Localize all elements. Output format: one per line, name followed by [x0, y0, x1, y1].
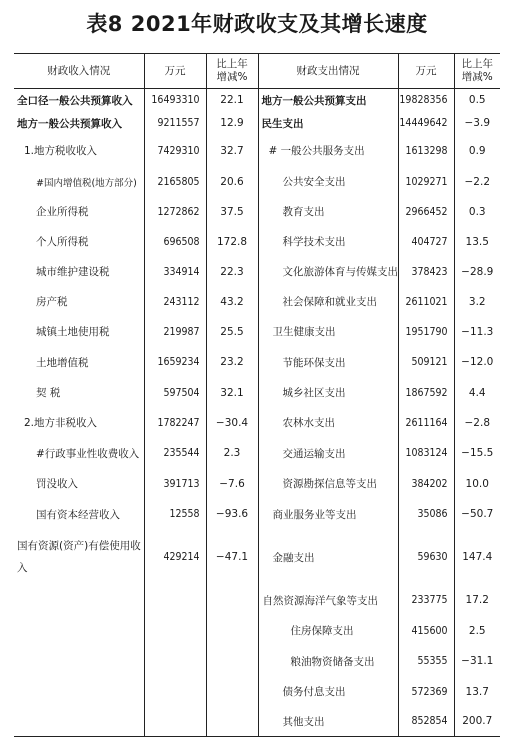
growth-header-text: 比上年 增减%	[461, 58, 493, 83]
revenue-item: 城镇土地使用税	[14, 317, 144, 347]
revenue-item: 个人所得税	[14, 227, 144, 257]
expenditure-amount: 2966452	[398, 197, 454, 227]
expenditure-item: 节能环保支出	[258, 347, 398, 378]
expenditure-amount: 14449642	[398, 112, 454, 135]
expenditure-item: 自然资源海洋气象等支出	[258, 585, 398, 616]
revenue-item: 罚没收入	[14, 469, 144, 499]
expenditure-growth: 17.2	[465, 594, 489, 606]
expenditure-amount: 2611164	[398, 408, 454, 438]
expenditure-amount: 1951790	[398, 317, 454, 347]
header-expenditure-growth	[454, 54, 500, 89]
expenditure-growth: 147.4	[462, 551, 493, 563]
fiscal-table	[14, 53, 500, 737]
expenditure-growth: 0.3	[468, 205, 486, 218]
revenue-amount: 334914	[144, 257, 206, 287]
revenue-item: 地方一般公共预算收入	[14, 112, 144, 135]
expenditure-amount: 1613298	[398, 135, 454, 167]
revenue-amount	[144, 585, 206, 616]
expenditure-growth: −12.0	[461, 356, 494, 368]
revenue-growth: 23.2	[206, 347, 258, 378]
revenue-item: 城市维护建设税	[14, 257, 144, 287]
revenue-amount	[144, 616, 206, 646]
expenditure-item: 卫生健康支出	[258, 317, 398, 347]
revenue-item: 房产税	[14, 287, 144, 317]
revenue-item: 全口径一般公共预算收入	[14, 89, 144, 112]
revenue-growth: 32.7	[206, 135, 258, 167]
revenue-amount: 1272862	[144, 197, 206, 227]
table-row	[14, 317, 500, 347]
expenditure-amount: 19828356	[398, 89, 454, 112]
expenditure-growth: −28.9	[461, 265, 494, 278]
growth-header-text: 比上年 增减%	[216, 58, 248, 83]
revenue-growth	[206, 677, 258, 707]
expenditure-item: 文化旅游体育与传媒支出	[258, 257, 398, 287]
revenue-growth: −93.6	[206, 499, 258, 530]
header-revenue-amount: 万元	[144, 54, 206, 89]
revenue-item	[14, 677, 144, 707]
revenue-growth: 2.3	[206, 438, 258, 469]
page-title: 表8 2021年财政收支及其增长速度	[86, 12, 428, 36]
table-row	[14, 378, 500, 408]
revenue-amount	[144, 677, 206, 707]
expenditure-item: 住房保障支出	[258, 616, 398, 646]
header-expenditure-amount: 万元	[398, 54, 454, 89]
expenditure-growth: −3.9	[464, 117, 490, 129]
expenditure-item: 金融支出	[258, 530, 398, 585]
revenue-amount: 7429310	[144, 135, 206, 167]
table-row	[14, 530, 500, 585]
expenditure-amount: 233775	[398, 585, 454, 616]
table-row	[14, 499, 500, 530]
table-row	[14, 287, 500, 317]
revenue-item: 土地增值税	[14, 347, 144, 378]
expenditure-growth: 0.5	[468, 94, 486, 107]
expenditure-amount: 509121	[398, 347, 454, 378]
revenue-item: #国内增值税(地方部分)	[14, 167, 144, 197]
revenue-amount: 2165805	[144, 167, 206, 197]
table-row	[14, 438, 500, 469]
revenue-growth: −30.4	[206, 408, 258, 438]
revenue-amount: 219987	[144, 317, 206, 347]
expenditure-growth: 3.2	[468, 295, 486, 308]
header-revenue-item: 财政收入情况	[14, 54, 144, 89]
expenditure-amount: 852854	[398, 707, 454, 737]
table-row	[14, 112, 500, 135]
table-row	[14, 197, 500, 227]
revenue-amount: 597504	[144, 378, 206, 408]
expenditure-amount: 1083124	[398, 438, 454, 469]
revenue-amount: 12558	[144, 499, 206, 530]
expenditure-amount: 55355	[398, 646, 454, 677]
expenditure-item: 农林水支出	[258, 408, 398, 438]
revenue-growth: 37.5	[206, 197, 258, 227]
table-row	[14, 257, 500, 287]
revenue-growth	[206, 646, 258, 677]
table-row	[14, 347, 500, 378]
revenue-item: 企业所得税	[14, 197, 144, 227]
expenditure-growth: −2.8	[464, 416, 490, 429]
table-row	[14, 89, 500, 112]
table-row	[14, 408, 500, 438]
revenue-amount: 391713	[144, 469, 206, 499]
table-row	[14, 677, 500, 707]
revenue-item: 2.地方非税收入	[14, 408, 144, 438]
revenue-item	[14, 646, 144, 677]
expenditure-growth: 200.7	[462, 715, 493, 728]
table-body	[14, 89, 500, 737]
revenue-growth	[206, 707, 258, 737]
table-row	[14, 469, 500, 499]
revenue-growth: 20.6	[206, 167, 258, 197]
expenditure-growth: −15.5	[461, 447, 494, 459]
revenue-amount: 16493310	[144, 89, 206, 112]
revenue-amount: 235544	[144, 438, 206, 469]
expenditure-growth: −2.2	[464, 175, 490, 188]
revenue-item	[14, 585, 144, 616]
table-row	[14, 616, 500, 646]
expenditure-amount: 572369	[398, 677, 454, 707]
revenue-item: 契 税	[14, 378, 144, 408]
revenue-amount	[144, 707, 206, 737]
revenue-item: #行政事业性收费收入	[14, 438, 144, 469]
expenditure-growth: −11.3	[461, 325, 494, 338]
revenue-item	[14, 616, 144, 646]
expenditure-amount: 415600	[398, 616, 454, 646]
revenue-amount: 696508	[144, 227, 206, 257]
revenue-item: 国有资本经营收入	[14, 499, 144, 530]
expenditure-amount: 35086	[398, 499, 454, 530]
expenditure-item: 城乡社区支出	[258, 378, 398, 408]
expenditure-growth: 2.5	[468, 624, 486, 637]
revenue-growth: 43.2	[206, 287, 258, 317]
revenue-growth: 32.1	[206, 378, 258, 408]
table-row	[14, 227, 500, 257]
expenditure-growth: 13.5	[465, 235, 489, 248]
expenditure-item: 资源勘探信息等支出	[258, 469, 398, 499]
revenue-growth: 12.9	[206, 112, 258, 135]
expenditure-item: 商业服务业等支出	[258, 499, 398, 530]
expenditure-amount: 384202	[398, 469, 454, 499]
revenue-growth: −7.6	[206, 469, 258, 499]
revenue-growth: 25.5	[206, 317, 258, 347]
revenue-amount: 1659234	[144, 347, 206, 378]
expenditure-item: 公共安全支出	[258, 167, 398, 197]
expenditure-amount: 1867592	[398, 378, 454, 408]
table-row	[14, 585, 500, 616]
expenditure-growth: −50.7	[461, 508, 494, 520]
expenditure-item: 民生支出	[258, 112, 398, 135]
header-revenue-growth	[206, 54, 258, 89]
table-row	[14, 707, 500, 737]
revenue-growth	[206, 585, 258, 616]
header-row	[14, 54, 500, 89]
table-row	[14, 646, 500, 677]
expenditure-item: 粮油物资储备支出	[258, 646, 398, 677]
expenditure-item: 科学技术支出	[258, 227, 398, 257]
revenue-item: 国有资源(资产)有偿使用收入	[14, 530, 144, 585]
expenditure-item: 债务付息支出	[258, 677, 398, 707]
expenditure-growth: 10.0	[465, 477, 489, 490]
expenditure-growth: 0.9	[468, 144, 486, 157]
revenue-amount: 1782247	[144, 408, 206, 438]
revenue-amount: 243112	[144, 287, 206, 317]
expenditure-amount: 378423	[398, 257, 454, 287]
expenditure-item: 教育支出	[258, 197, 398, 227]
revenue-item	[14, 707, 144, 737]
revenue-amount	[144, 646, 206, 677]
expenditure-amount: 404727	[398, 227, 454, 257]
revenue-growth: −47.1	[206, 530, 258, 585]
revenue-growth: 172.8	[206, 227, 258, 257]
expenditure-amount: 2611021	[398, 287, 454, 317]
expenditure-amount: 1029271	[398, 167, 454, 197]
expenditure-growth: 13.7	[465, 685, 489, 698]
table-row	[14, 135, 500, 167]
table-row	[14, 167, 500, 197]
expenditure-item: # 一般公共服务支出	[258, 135, 398, 167]
expenditure-amount: 59630	[398, 530, 454, 585]
revenue-growth	[206, 616, 258, 646]
expenditure-item: 其他支出	[258, 707, 398, 737]
header-expenditure-item: 财政支出情况	[258, 54, 398, 89]
revenue-growth: 22.3	[206, 257, 258, 287]
expenditure-growth: 4.4	[468, 386, 486, 399]
expenditure-item: 交通运输支出	[258, 438, 398, 469]
expenditure-item: 地方一般公共预算支出	[258, 89, 398, 112]
revenue-growth: 22.1	[206, 89, 258, 112]
expenditure-item: 社会保障和就业支出	[258, 287, 398, 317]
revenue-amount: 9211557	[144, 112, 206, 135]
expenditure-growth: −31.1	[461, 655, 494, 667]
revenue-item: 1.地方税收收入	[14, 135, 144, 167]
revenue-amount: 429214	[144, 530, 206, 585]
